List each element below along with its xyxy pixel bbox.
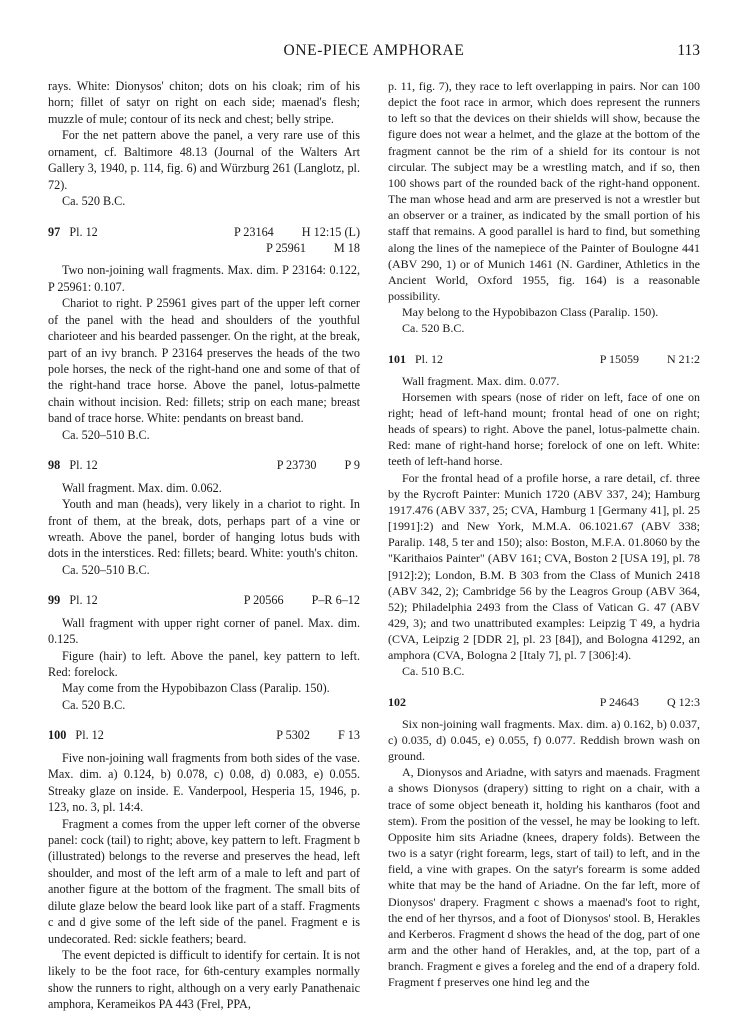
date-line: Ca. 520 B.C. — [402, 321, 465, 336]
paragraph: Five non-joining wall fragments from both sides of the vase. Max. dim. a) 0.124, b) 0.078, c) 0.08, d) 0.083, e) 0.055. Streaky glaze on inside. E. Vanderpool, Hesperia 15, 1946, p. 123, no. 3, pl. 14:4. — [48, 750, 360, 815]
paragraph: For the net pattern above the panel, a very rare use of this ornament, cf. Baltimore 48.13 (Journal of the Walters Art Gallery 3, 1940, p. 114, fig. 6) and Würzburg 261 (Langlotz, pl. 72). — [48, 128, 360, 192]
find-location: N 21:2 — [667, 351, 700, 366]
find-location: P 9 — [344, 458, 360, 473]
paragraph: Youth and man (heads), very likely in a chariot to right. In front of them, at the break, dots, perhaps part of a vine or wreath. Above the panel, border of hanging lotus buds with dots in the interstices. Red: fillets; beard. White: youth's chiton. — [48, 497, 360, 561]
entry-number: 99 — [48, 593, 61, 608]
paragraph: May come from the Hypobibazon Class (Paralip. 150). — [62, 681, 330, 696]
paragraph: Wall fragment. Max. dim. 0.077. — [402, 373, 560, 388]
plate-reference: Pl. 12 — [69, 458, 98, 473]
find-location: P–R 6–12 — [311, 593, 360, 608]
find-location: F 13 — [337, 728, 360, 743]
plate-reference: Pl. 12 — [69, 593, 98, 608]
date-line: Ca. 520–510 B.C. — [62, 427, 150, 442]
entry-number: 101 — [388, 351, 406, 366]
paragraph: May belong to the Hypobibazon Class (Paralip. 150). — [402, 305, 659, 320]
inventory-number: P 15059 — [599, 351, 639, 366]
paragraph: Fragment a comes from the upper left corner of the obverse panel: cock (tail) to right; above, key pattern to left. Fragment b (illustrated) belongs to the reverse and preserves the head, left shoulder, and most of the left arm of a male to left and part of another figure at the bottom of the fragment. The small bits of dilute glaze below the beard look like part of a staff. Fragments c and d give some of the left side of the panel. Fragment e is undecorated. Red: sickle feathers; beard. — [48, 816, 360, 946]
catalog-entry-header — [48, 457, 360, 473]
paragraph: The event depicted is difficult to identify for certain. It is not likely to be the foot race, for 6th-century examples normally show the runners to right, although on a very early Panathenaic amphora, Kerameikos PA 443 (Frel, PPA, — [48, 948, 360, 1012]
date-line: Ca. 520–510 B.C. — [62, 562, 150, 577]
entry-number: 102 — [388, 694, 406, 709]
plate-reference: Pl. 12 — [75, 728, 104, 743]
inventory-number: P 5302 — [276, 728, 310, 743]
catalog-entry-header — [388, 694, 700, 710]
find-location: Q 12:3 — [667, 694, 700, 709]
paragraph: rays. White: Dionysos' chiton; dots on his cloak; rim of his horn; fillet of satyr on right on each side; maenad's flesh; muzzle of mule; contour of its neck and chest; belly stripe. — [48, 79, 360, 126]
date-line: Ca. 520 B.C. — [62, 697, 126, 712]
entry-number: 100 — [48, 728, 67, 743]
catalog-entry-header — [48, 727, 360, 743]
paragraph: p. 11, fig. 7), they race to left overlapping in pairs. Nor can 100 depict the foot race in armor, which does represent the runners to left so that the devices on their shields will show, because the figure does not wear a helmet, and the glaze at the bottom of the fragment cannot be the rim of a shield for its contour is not circular. The subject may be a wrestling match, and if so, then 100 shows part of the rounded back of the right-hand opponent. The man whose head and arm are preserved is not a wrestler but an observer or a trainer, as indicated by the small portion of his staff that remains. A good parallel is hard to find, but something along the lines of the namepiece of the Painter of Boulogne 441 (ABV 290, 1) or of Munich 1461 (N. Gardiner, Athletics in the Ancient World, Oxford 1955, fig. 164) is a reasonable possibility. — [388, 79, 700, 304]
inventory-number: P 24643 — [599, 694, 639, 709]
inventory-number: P 23164 — [233, 224, 274, 239]
right-column — [388, 78, 700, 990]
inventory-number: P 20566 — [243, 593, 284, 608]
running-title: ONE-PIECE AMPHORAE — [283, 42, 465, 59]
catalog-entry-header — [48, 224, 360, 257]
paragraph: Six non-joining wall fragments. Max. dim. a) 0.162, b) 0.037, c) 0.035, d) 0.045, e) 0.055, f) 0.077. Reddish brown wash on ground. — [388, 716, 700, 764]
date-line: Ca. 510 B.C. — [402, 664, 465, 679]
left-column — [48, 78, 360, 1013]
running-head — [0, 42, 748, 64]
inventory-number: P 25961 — [266, 240, 306, 255]
paragraph: Wall fragment with upper right corner of panel. Max. dim. 0.125. — [48, 615, 360, 647]
entry-number: 97 — [48, 224, 61, 239]
entry-number: 98 — [48, 458, 61, 473]
paragraph: Chariot to right. P 25961 gives part of the upper left corner of the panel with the head and shoulders of the youthful charioteer and his bearded passenger. On the right, at the break, part of an ivy branch. P 23164 preserves the heads of the two pole horses, the neck of the right-hand one and some of that of the right-hand trace horse. Above the panel, lotus-palmette chain without incision. Red: fillets; strip on each mane; breast band of trace horse. White: pendants on breast band. — [48, 296, 360, 426]
plate-reference: Pl. 12 — [415, 351, 444, 366]
find-location: M 18 — [333, 240, 360, 255]
inventory-number: P 23730 — [276, 458, 317, 473]
paragraph: Figure (hair) to left. Above the panel, key pattern to left. Red: forelock. — [48, 648, 360, 679]
paragraph: Wall fragment. Max. dim. 0.062. — [62, 480, 222, 495]
catalog-entry-header — [48, 592, 360, 608]
find-location: H 12:15 (L) — [301, 224, 360, 239]
catalog-entry-header — [388, 351, 700, 367]
paragraph: For the frontal head of a profile horse, a rare detail, cf. three by the Rycroft Painter: Munich 1720 (ABV 337, 24); Hamburg 1917.476 (ABV 337, 25; CVA, Hamburg 1 [Germany 41], pl. 25 [1991]:2) and New York, M.M.A. 06.1021.67 (ABV 338; Paralip. 148, 5 ter and 150); also: Boston, M.F.A. 01.8060 by the "Karithaios Painter" (ABV 161; CVA, Boston 2 [USA 19], pl. 78 [912]:2); London, B.M. B 303 from the Class of Munich 2418 (ABV 342, 2); Cambridge 56 by the Leagros Group (ABV 364, 52); Philadelphia 2493 from the Class of Vatican G. 47 (ABV 429, 3); and two unattributed examples: Leipzig T 49, a hydria (CVA, Leipzig 2 [DDR 2], pl. 23 [84]), and Bologna 41292, an amphora (CVA, Bologna 2 [Italy 7], pl. 7 [306]:4). — [388, 470, 700, 663]
plate-reference: Pl. 12 — [69, 224, 98, 239]
page-number: 113 — [677, 42, 700, 59]
paragraph: Horsemen with spears (nose of rider on left, face of one on right; head of left-hand mount; frontal head of one on right; heads of spears) to right. Above the panel, lotus-palmette chain. Red: mane of right-hand horse; forelock of one on left. White: teeth of left-hand horse. — [388, 389, 700, 469]
paragraph: A, Dionysos and Ariadne, with satyrs and maenads. Fragment a shows Dionysos (drapery) sitting to right on a chair, with a trace of some object beneath it, holding his kantharos (foot and stem). From the position of the vessel, he may be looking to left. Opposite him sits Ariadne (knees, drapery folds). Between the two is a satyr (right forearm, legs, start of tail) to left, and in the field, a vine with grapes. On the satyr's forearm is some added white that may be the hand of Ariadne. On the far left, more of Dionysos' drapery. Fragment c shows a maenad's foot to right, the end of her thyrsos, and a foot of Dionysos' stool. B, Herakles and Kerberos. Fragment d shows the head of the dog, part of one arm and the other hand of Herakles, and, at the top, part of a branch. Fragment e gives a foreleg and the end of a drapery fold. Fragment f preserves one hind leg and the — [388, 765, 700, 990]
paragraph: Two non-joining wall fragments. Max. dim. P 23164: 0.122, P 25961: 0.107. — [48, 263, 360, 294]
date-line: Ca. 520 B.C. — [62, 194, 126, 209]
